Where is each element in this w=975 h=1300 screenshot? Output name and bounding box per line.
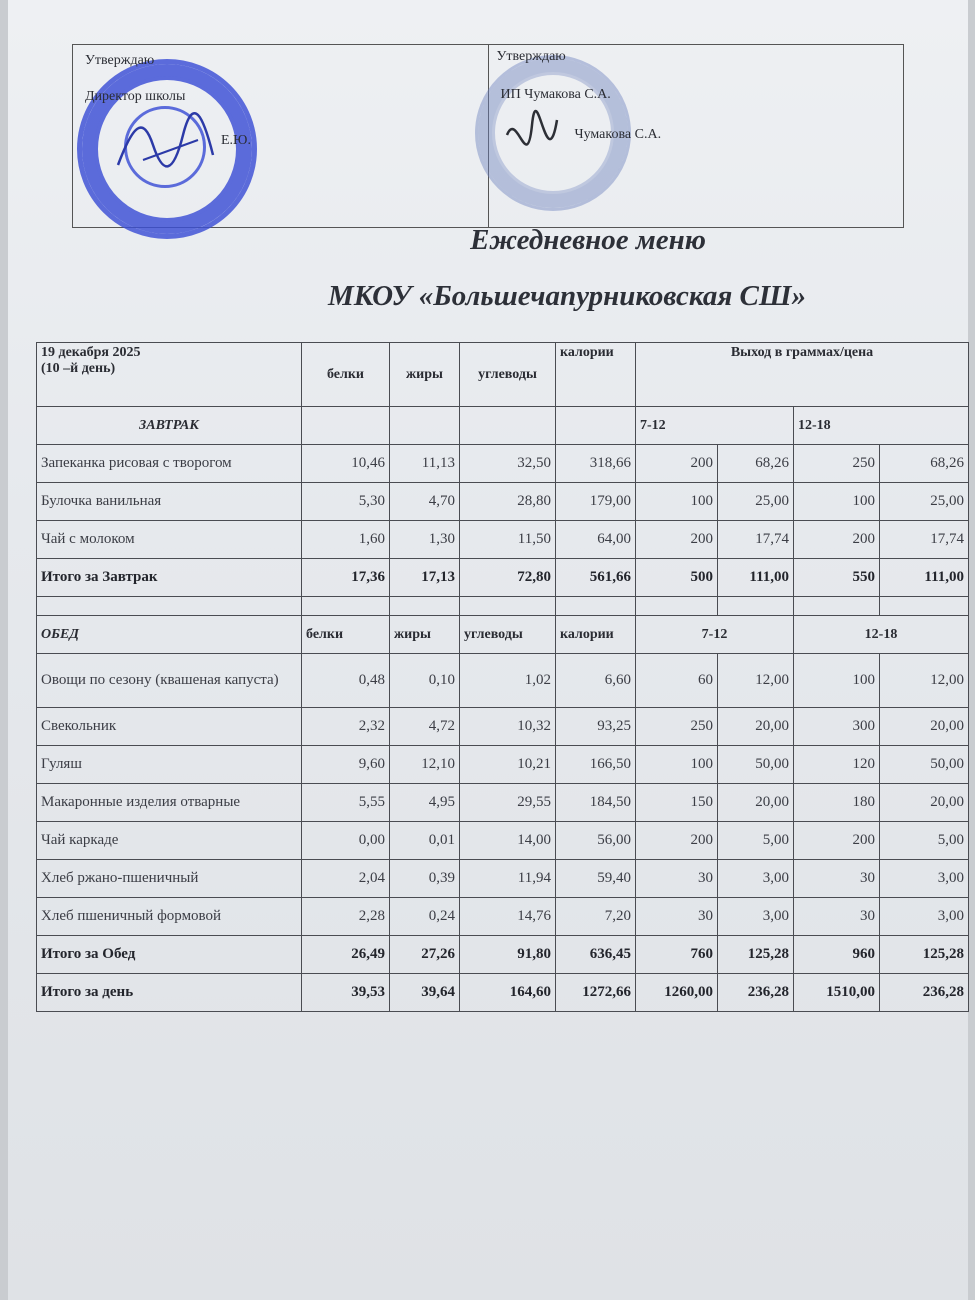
lunch-age-7-12: 7-12 [636,616,794,654]
menu-table [36,342,969,1012]
dish-protein: 5,30 [302,483,390,521]
dish-name: Чай с молоком [37,521,302,559]
total-g1: 1260,00 [636,974,718,1012]
dish-p2: 50,00 [880,746,969,784]
day-total-row [37,974,969,1012]
approval-left-name: Е.Ю. [221,133,251,148]
dish-fat: 1,30 [390,521,460,559]
total-carbs: 164,60 [460,974,556,1012]
dish-g2: 100 [794,483,880,521]
dish-protein: 2,04 [302,860,390,898]
dish-row [37,445,969,483]
lunch-total-row [37,936,969,974]
dish-p1: 3,00 [718,860,794,898]
dish-g2: 30 [794,898,880,936]
dish-p2: 20,00 [880,708,969,746]
dish-name: Хлеб ржано-пшеничный [37,860,302,898]
dish-carbs: 10,21 [460,746,556,784]
dish-row [37,521,969,559]
total-g2: 1510,00 [794,974,880,1012]
total-fat: 17,13 [390,559,460,597]
dish-kcal: 93,25 [556,708,636,746]
dish-kcal: 318,66 [556,445,636,483]
dish-g2: 200 [794,822,880,860]
total-g2: 960 [794,936,880,974]
breakfast-rows [37,445,969,559]
col-protein: белки [302,343,390,407]
dish-row [37,822,969,860]
lunch-label: ОБЕД [37,616,302,654]
dish-fat: 0,10 [390,654,460,708]
total-kcal: 1272,66 [556,974,636,1012]
col-fat: жиры [390,343,460,407]
dish-row [37,654,969,708]
dish-kcal: 7,20 [556,898,636,936]
dish-name: Хлеб пшеничный формовой [37,898,302,936]
dish-name: Запеканка рисовая с творогом [37,445,302,483]
lunch-col-kcal: калории [556,616,636,654]
dish-carbs: 14,76 [460,898,556,936]
dish-g1: 30 [636,898,718,936]
dish-g1: 60 [636,654,718,708]
dish-g2: 100 [794,654,880,708]
total-fat: 27,26 [390,936,460,974]
breakfast-header-row [37,407,969,445]
total-p1: 236,28 [718,974,794,1012]
dish-carbs: 11,94 [460,860,556,898]
dish-row [37,483,969,521]
total-fat: 39,64 [390,974,460,1012]
dish-fat: 4,95 [390,784,460,822]
col-yield: Выход в граммах/цена [636,343,969,407]
total-g1: 500 [636,559,718,597]
total-kcal: 561,66 [556,559,636,597]
col-kcal: калории [556,343,636,407]
total-carbs: 72,80 [460,559,556,597]
total-g2: 550 [794,559,880,597]
dish-name: Макаронные изделия отварные [37,784,302,822]
dish-p2: 3,00 [880,860,969,898]
dish-p2: 5,00 [880,822,969,860]
dish-p1: 20,00 [718,708,794,746]
dish-p1: 25,00 [718,483,794,521]
dish-protein: 2,28 [302,898,390,936]
dish-p2: 12,00 [880,654,969,708]
total-p1: 111,00 [718,559,794,597]
dish-g2: 200 [794,521,880,559]
col-carbs: углеводы [460,343,556,407]
approval-right-label: Утверждаю [496,49,566,64]
dish-name: Овощи по сезону (квашеная капуста) [37,654,302,708]
lunch-rows [37,654,969,936]
total-protein: 17,36 [302,559,390,597]
dish-p1: 20,00 [718,784,794,822]
dish-fat: 11,13 [390,445,460,483]
dish-g2: 120 [794,746,880,784]
dish-row [37,898,969,936]
dish-p2: 20,00 [880,784,969,822]
total-name: Итого за Завтрак [37,559,302,597]
total-p2: 236,28 [880,974,969,1012]
dish-p2: 3,00 [880,898,969,936]
dish-p2: 25,00 [880,483,969,521]
dish-name: Булочка ванильная [37,483,302,521]
dish-protein: 5,55 [302,784,390,822]
dish-kcal: 166,50 [556,746,636,784]
dish-carbs: 14,00 [460,822,556,860]
lunch-col-carbs: углеводы [460,616,556,654]
dish-kcal: 56,00 [556,822,636,860]
total-name: Итого за день [37,974,302,1012]
document-title: Ежедневное меню [470,224,706,256]
dish-row [37,708,969,746]
dish-kcal: 64,00 [556,521,636,559]
school-name: МКОУ «Большечапурниковская СШ» [328,280,807,312]
dish-protein: 10,46 [302,445,390,483]
approval-right-company: ИП Чумакова С.А. [500,87,611,102]
dish-fat: 4,72 [390,708,460,746]
dish-fat: 0,24 [390,898,460,936]
dish-g1: 100 [636,483,718,521]
dish-g2: 250 [794,445,880,483]
dish-p1: 12,00 [718,654,794,708]
dish-g1: 30 [636,860,718,898]
dish-name: Гуляш [37,746,302,784]
dish-protein: 2,32 [302,708,390,746]
dish-g1: 200 [636,521,718,559]
dish-fat: 4,70 [390,483,460,521]
dish-protein: 0,00 [302,822,390,860]
lunch-col-fat: жиры [390,616,460,654]
breakfast-age-7-12: 7-12 [636,407,794,445]
total-p2: 111,00 [880,559,969,597]
dish-kcal: 59,40 [556,860,636,898]
dish-p1: 3,00 [718,898,794,936]
dish-g1: 250 [636,708,718,746]
dish-p2: 17,74 [880,521,969,559]
breakfast-age-12-18: 12-18 [794,407,969,445]
dish-protein: 1,60 [302,521,390,559]
director-signature [113,105,223,185]
approval-left-label: Утверждаю [85,53,155,68]
total-carbs: 91,80 [460,936,556,974]
menu-date: 19 декабря 2025 [41,345,141,360]
total-protein: 39,53 [302,974,390,1012]
dish-carbs: 32,50 [460,445,556,483]
dish-name: Свекольник [37,708,302,746]
lunch-col-protein: белки [302,616,390,654]
dish-p1: 17,74 [718,521,794,559]
total-g1: 760 [636,936,718,974]
dish-g1: 150 [636,784,718,822]
table-header-row [37,343,969,407]
total-kcal: 636,45 [556,936,636,974]
dish-g2: 180 [794,784,880,822]
approval-block [72,44,904,228]
dish-carbs: 28,80 [460,483,556,521]
dish-g1: 200 [636,445,718,483]
dish-g1: 100 [636,746,718,784]
dish-row [37,784,969,822]
dish-protein: 9,60 [302,746,390,784]
breakfast-total-row [37,559,969,597]
approval-left [73,45,488,227]
total-p1: 125,28 [718,936,794,974]
total-name: Итого за Обед [37,936,302,974]
dish-kcal: 184,50 [556,784,636,822]
dish-name: Чай каркаде [37,822,302,860]
dish-fat: 12,10 [390,746,460,784]
dish-kcal: 6,60 [556,654,636,708]
dish-carbs: 10,32 [460,708,556,746]
approval-left-position: Директор школы [85,89,186,104]
lunch-header-row [37,616,969,654]
dish-fat: 0,01 [390,822,460,860]
dish-carbs: 29,55 [460,784,556,822]
dish-g2: 30 [794,860,880,898]
document-sheet [8,0,968,1300]
approval-right [488,45,904,227]
dish-fat: 0,39 [390,860,460,898]
breakfast-label: ЗАВТРАК [37,407,302,445]
dish-g1: 200 [636,822,718,860]
dish-row [37,860,969,898]
total-p2: 125,28 [880,936,969,974]
dish-p1: 50,00 [718,746,794,784]
date-cell [37,343,302,407]
dish-protein: 0,48 [302,654,390,708]
dish-carbs: 11,50 [460,521,556,559]
dish-p1: 5,00 [718,822,794,860]
dish-kcal: 179,00 [556,483,636,521]
total-protein: 26,49 [302,936,390,974]
spacer-row [37,597,969,616]
dish-p1: 68,26 [718,445,794,483]
lunch-age-12-18: 12-18 [794,616,969,654]
dish-g2: 300 [794,708,880,746]
menu-day: (10 –й день) [41,361,116,376]
approval-right-signature-name: Чумакова С.А. [574,127,662,142]
dish-carbs: 1,02 [460,654,556,708]
dish-p2: 68,26 [880,445,969,483]
dish-row [37,746,969,784]
supplier-signature [497,105,567,185]
